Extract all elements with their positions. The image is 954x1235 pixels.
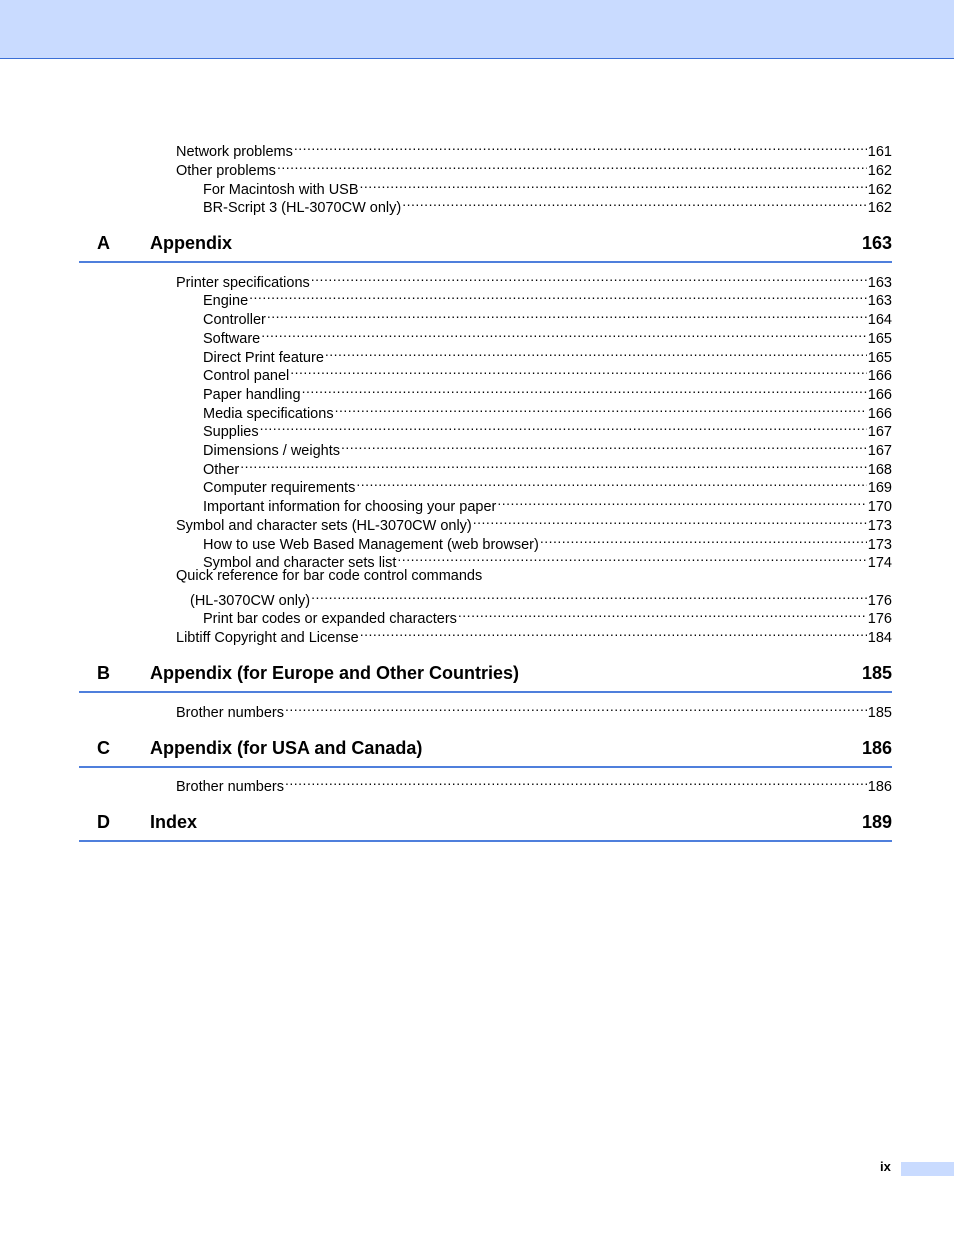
- toc-entry-page: 170: [867, 499, 892, 515]
- toc-entry-title: Control panel: [203, 368, 290, 384]
- dot-leader: [311, 586, 867, 605]
- toc-entry-title: (HL-3070CW only): [190, 593, 311, 609]
- section-heading-c[interactable]: [79, 738, 892, 768]
- toc-entry-network-problems[interactable]: [176, 137, 892, 160]
- dot-leader: [341, 436, 867, 455]
- toc-entry-title: How to use Web Based Management (web browser): [203, 537, 539, 553]
- dot-leader: [325, 343, 867, 362]
- toc-entry-title: Network problems: [176, 144, 293, 160]
- toc-entry-brother-numbers-c[interactable]: [176, 772, 892, 795]
- section-heading-a[interactable]: [79, 233, 892, 263]
- toc-entry-control-panel[interactable]: [203, 361, 892, 384]
- header-band: [0, 0, 954, 59]
- toc-entry-title: Brother numbers: [176, 779, 284, 795]
- dot-leader: [285, 698, 867, 717]
- dot-leader: [360, 623, 867, 642]
- toc-entry-title: For Macintosh with USB: [203, 182, 359, 198]
- toc-entry-page: 186: [867, 779, 892, 795]
- toc-entry-page: 162: [867, 182, 892, 198]
- section-title: Appendix: [150, 233, 233, 253]
- toc-entry-dimensions-weights[interactable]: [203, 436, 892, 459]
- toc-entry-other-problems[interactable]: [176, 156, 892, 179]
- section-page: 185: [861, 663, 892, 683]
- toc-entry-page: 169: [867, 480, 892, 496]
- toc-entry-title: Supplies: [203, 424, 259, 440]
- dot-leader: [285, 772, 867, 791]
- toc-entry-page: 162: [867, 200, 892, 216]
- toc-entry-title: Dimensions / weights: [203, 443, 340, 459]
- page-number: ix: [880, 1159, 891, 1174]
- toc-entry-title: Paper handling: [203, 387, 301, 403]
- toc-entry-page: 173: [867, 537, 892, 553]
- toc-entry-page: 176: [867, 611, 892, 627]
- toc-entry-page: 161: [867, 144, 892, 160]
- toc-entry-symbol-and-character-sets[interactable]: [176, 511, 892, 534]
- toc-entry-direct-print-feature[interactable]: [203, 343, 892, 366]
- toc-entry-page: 166: [867, 406, 892, 422]
- section-page: 163: [861, 233, 892, 253]
- toc-entry-printer-specifications[interactable]: [176, 268, 892, 291]
- toc-entry-title: Media specifications: [203, 406, 334, 422]
- toc-entry-title: Print bar codes or expanded characters: [203, 611, 457, 627]
- toc-entry-page: 176: [867, 593, 892, 609]
- toc-entry-page: 174: [867, 555, 892, 571]
- toc-entry-title: Direct Print feature: [203, 350, 324, 366]
- dot-leader: [302, 380, 867, 399]
- dot-leader: [277, 156, 867, 175]
- toc-entry-title: Other problems: [176, 163, 276, 179]
- dot-leader: [497, 492, 866, 511]
- toc-entry-title: Brother numbers: [176, 705, 284, 721]
- toc-entry-page: 162: [867, 163, 892, 179]
- dot-leader: [335, 399, 867, 418]
- dot-leader: [360, 175, 867, 194]
- toc-entry-title: Printer specifications: [176, 275, 310, 291]
- dot-leader: [311, 268, 867, 287]
- toc-entry-print-bar-codes[interactable]: [203, 604, 892, 627]
- toc-entry-page: 163: [867, 293, 892, 309]
- toc-entry-page: 167: [867, 443, 892, 459]
- toc-entry-controller[interactable]: [203, 305, 892, 328]
- section-letter: D: [97, 812, 110, 832]
- toc-entry-title: Software: [203, 331, 261, 347]
- toc-entry-title: Symbol and character sets (HL-3070CW only): [176, 518, 472, 534]
- dot-leader: [240, 455, 867, 474]
- dot-leader: [402, 193, 867, 212]
- section-title: Appendix (for USA and Canada): [150, 738, 423, 758]
- section-title: Index: [150, 812, 198, 832]
- dot-leader: [260, 417, 867, 436]
- toc-entry-title: Computer requirements: [203, 480, 356, 496]
- toc-entry-page: 166: [867, 387, 892, 403]
- dot-leader: [294, 137, 867, 156]
- section-heading-b[interactable]: [79, 663, 892, 693]
- page-tab-marker: [901, 1162, 954, 1176]
- toc-entry-title: Other: [203, 462, 240, 478]
- toc-entry-page: 184: [867, 630, 892, 646]
- toc-entry-symbol-and-character-sets-list[interactable]: [203, 548, 892, 571]
- dot-leader: [397, 548, 866, 567]
- toc-entry-other[interactable]: [203, 455, 892, 478]
- toc-entry-title: Important information for choosing your paper: [203, 499, 497, 515]
- dot-leader: [540, 530, 867, 549]
- section-letter: B: [97, 663, 110, 683]
- toc-entry-brother-numbers-b[interactable]: [176, 698, 892, 721]
- toc-entry-br-script-3[interactable]: [203, 193, 892, 216]
- toc-entry-title: Symbol and character sets list: [203, 555, 397, 571]
- toc-entry-page: 166: [867, 368, 892, 384]
- toc-entry-hl-3070cw-only[interactable]: [190, 586, 892, 609]
- toc-entry-page: 165: [867, 350, 892, 366]
- dot-leader: [290, 361, 867, 380]
- toc-entry-title: Libtiff Copyright and License: [176, 630, 359, 646]
- dot-leader: [267, 305, 867, 324]
- toc-entry-page: 164: [867, 312, 892, 328]
- section-page: 189: [861, 812, 892, 832]
- toc-entry-page: 167: [867, 424, 892, 440]
- toc-entry-web-based-management[interactable]: [203, 530, 892, 553]
- section-title: Appendix (for Europe and Other Countries): [150, 663, 520, 683]
- toc-entry-paper-handling[interactable]: [203, 380, 892, 403]
- dot-leader: [261, 324, 867, 343]
- toc-entry-supplies[interactable]: [203, 417, 892, 440]
- toc-entry-title: Quick reference for bar code control commands: [176, 568, 483, 584]
- toc-entry-page: 173: [867, 518, 892, 534]
- dot-leader: [356, 473, 866, 492]
- dot-leader: [458, 604, 867, 623]
- toc-entry-title: Controller: [203, 312, 266, 328]
- toc-entry-page: 185: [867, 705, 892, 721]
- section-letter: A: [97, 233, 110, 253]
- dot-leader: [249, 286, 867, 305]
- toc-entry-engine[interactable]: [203, 286, 892, 309]
- dot-leader: [473, 511, 867, 530]
- toc-entry-computer-requirements[interactable]: [203, 473, 892, 496]
- section-page: 186: [861, 738, 892, 758]
- section-heading-d[interactable]: [79, 812, 892, 842]
- toc-entry-title: BR-Script 3 (HL-3070CW only): [203, 200, 402, 216]
- toc-entry-software[interactable]: [203, 324, 892, 347]
- toc-entry-libtiff-copyright[interactable]: [176, 623, 892, 646]
- toc-entry-for-macintosh-with-usb[interactable]: [203, 175, 892, 198]
- toc-entry-page: 168: [867, 462, 892, 478]
- section-letter: C: [97, 738, 110, 758]
- toc-entry-important-information-paper[interactable]: [203, 492, 892, 515]
- toc-entry-page: 165: [867, 331, 892, 347]
- toc-entry-quick-reference-bar-code[interactable]: [176, 567, 892, 586]
- toc-entry-page: 163: [867, 275, 892, 291]
- toc-entry-title: Engine: [203, 293, 249, 309]
- toc-entry-media-specifications[interactable]: [203, 399, 892, 422]
